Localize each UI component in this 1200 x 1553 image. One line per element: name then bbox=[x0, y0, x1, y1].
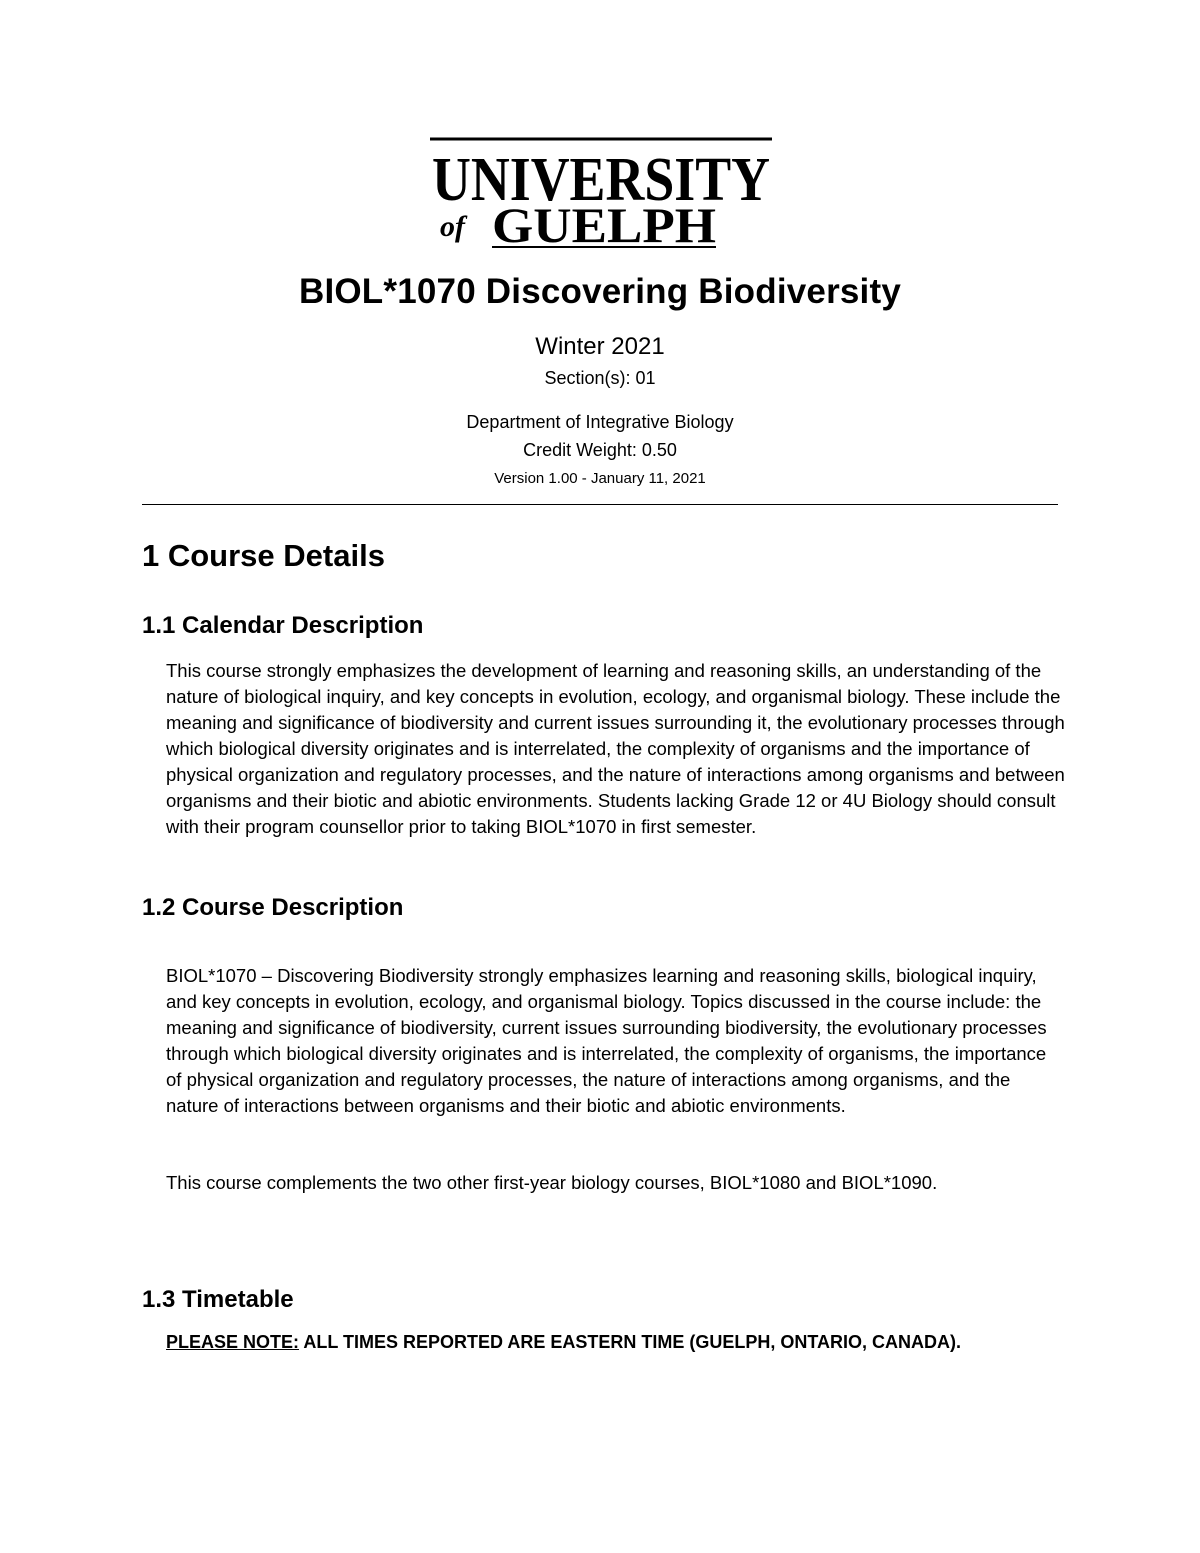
subsection-heading-timetable: 1.3 Timetable bbox=[142, 1286, 294, 1313]
timetable-note-text: ALL TIMES REPORTED ARE EASTERN TIME (GUELPH, ONTARIO, CANADA). bbox=[299, 1332, 962, 1352]
credit-weight: Credit Weight: 0.50 bbox=[523, 440, 677, 460]
subsection-heading-course-description: 1.2 Course Description bbox=[142, 894, 404, 921]
course-description-paragraph-1: BIOL*1070 – Discovering Biodiversity strongly emphasizes learning and reasoning skills, biological inquiry, and key concepts in evolution, ecology, and organismal biology. Topics discussed in the course include: the meaning and significance of biodiversity, current issues surrounding biodiversity, the evolutionary processes through which biological diversity originates and is interrelated, the complexity of organisms, the importance of physical organization and regulatory processes, the nature of interactions among organisms, and the nature of interactions between organisms and their biotic and abiotic environments. bbox=[166, 965, 1047, 1116]
version-line: Version 1.00 - January 11, 2021 bbox=[494, 470, 706, 487]
course-description-paragraph-2: This course complements the two other first-year biology courses, BIOL*1080 and BIOL*1090. bbox=[166, 1172, 938, 1193]
section-heading-course-details: 1 Course Details bbox=[142, 538, 385, 573]
document-title: BIOL*1070 Discovering Biodiversity bbox=[298, 272, 902, 311]
svg-text:GUELPH: GUELPH bbox=[492, 197, 717, 250]
university-of-guelph-logo bbox=[428, 136, 774, 250]
svg-text:UNIVERSITY: UNIVERSITY bbox=[432, 146, 770, 214]
sections: Section(s): 01 bbox=[544, 368, 656, 388]
subsection-heading-calendar-description: 1.1 Calendar Description bbox=[142, 612, 424, 639]
term: Winter 2021 bbox=[535, 333, 665, 360]
timetable-note bbox=[166, 1332, 961, 1353]
calendar-description-text: This course strongly emphasizes the development of learning and reasoning skills, an understanding of the nature of biological inquiry, and key concepts in evolution, ecology, and organismal biology. These include the meaning and significance of biodiversity and current issues surrounding it, the evolutionary processes through which biological diversity originates and is interrelated, the complexity of organisms and the importance of physical organization and regulatory processes, and the nature of interactions among organisms and between organisms and their biotic and abiotic environments. Students lacking Grade 12 or 4U Biology should consult with their program counsellor prior to taking BIOL*1070 in first semester. bbox=[166, 660, 1065, 837]
header-divider bbox=[142, 504, 1058, 505]
svg-text:of: of bbox=[440, 210, 465, 243]
timetable-note-lead: PLEASE NOTE: bbox=[166, 1332, 300, 1352]
department: Department of Integrative Biology bbox=[466, 412, 734, 432]
